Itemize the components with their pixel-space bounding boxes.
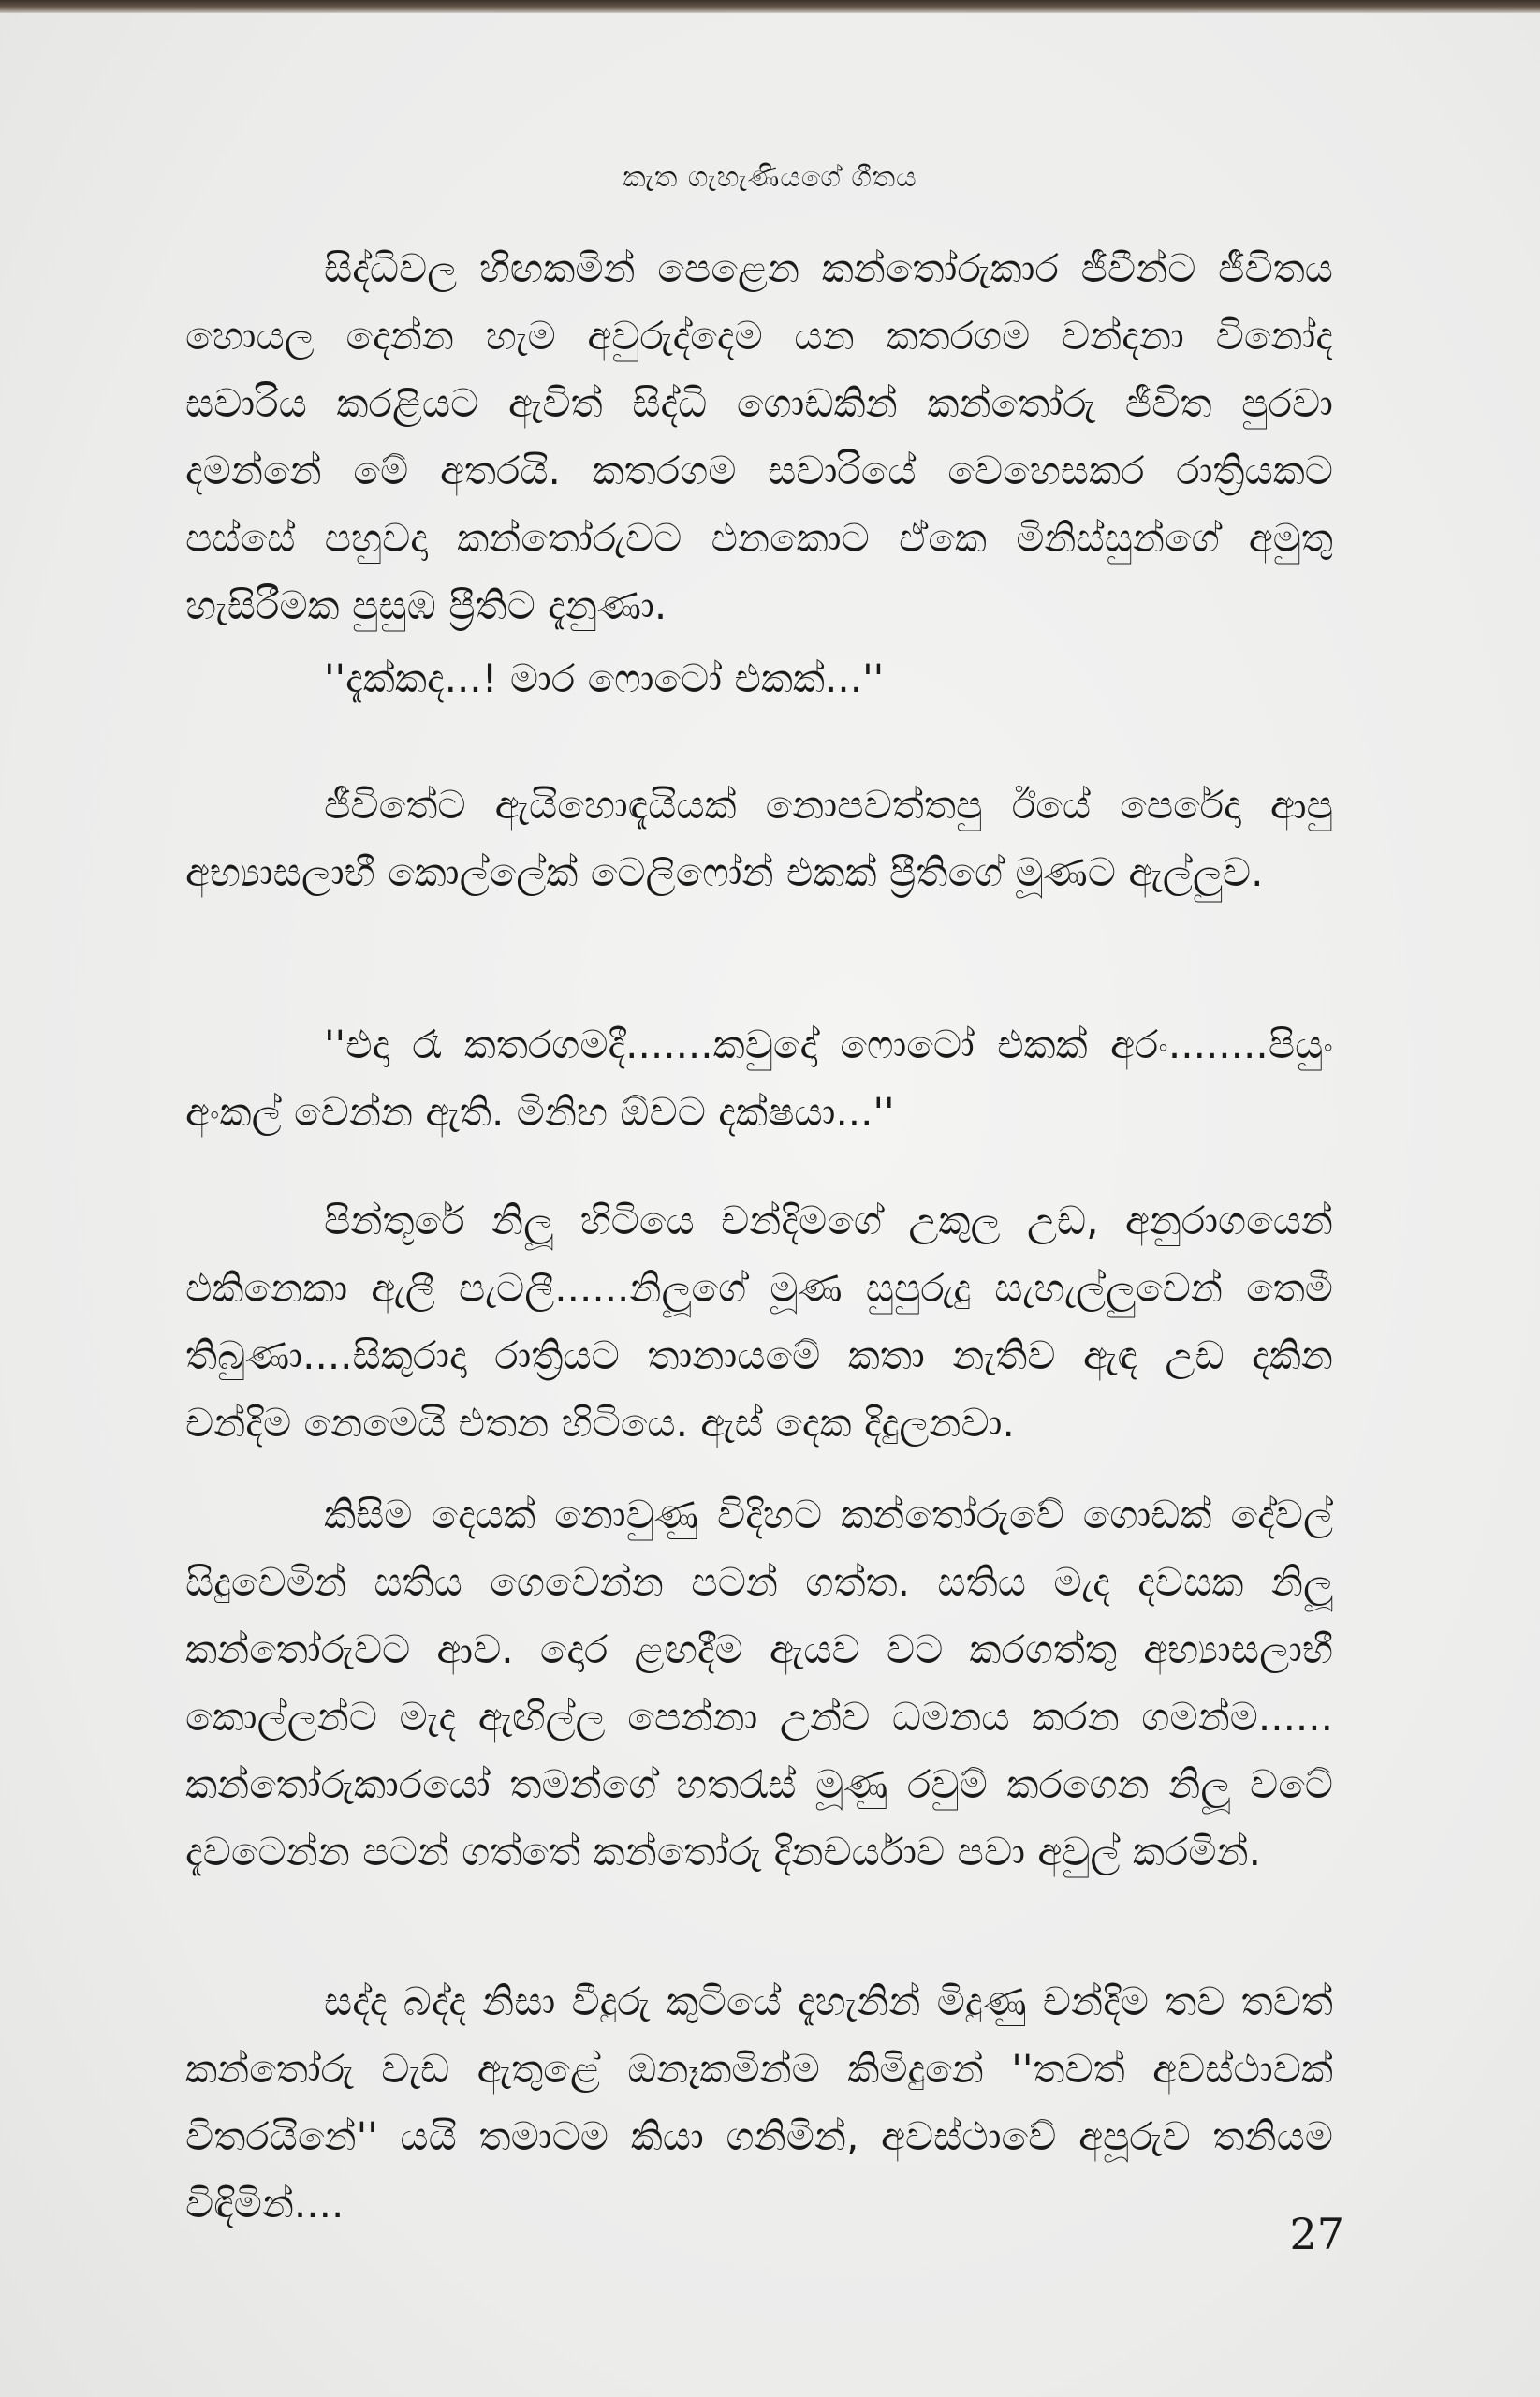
- book-page: [0, 13, 1540, 2397]
- paragraph-2-block: [185, 645, 1333, 713]
- book-spine-edge: [0, 0, 1540, 13]
- paragraph-4-block: [185, 1011, 1333, 1146]
- paragraph-6-block: [185, 1481, 1333, 1886]
- running-header: කැත ගැහැණියගේ ගීතය: [623, 161, 917, 194]
- paragraph-3: ජීවිතේට ඇයිහොඳැයියක් නොපවත්තපු ඊයේ පෙරේදා ආපු අභ්‍යාසලාභී කොල්ලේක් ටෙලිෆෝන් එකක් ප්‍රීතිගේ මූණට ඇල්ලුව.: [185, 782, 1333, 895]
- paragraph-7: සද්ද බද්ද නිසා වීදුරු කුටියේ දැහැනින් මිදුණු චන්දිම තව තවත් කන්තෝරු වැඩ ඇතුළේ ඔනෑකමින්ම කිමිදුනේ ''තවත් අවස්ථාවක් විතරයිනේ'' යයි තමාටම කියා ගනිමින්, අවස්ථාවේ අපූරුව තනියම විඳිමින්....: [185, 1978, 1333, 2227]
- paragraph-1-block: [185, 235, 1333, 640]
- paragraph-2: ''දැක්කද...! මාර ෆොටෝ එකක්...'': [324, 655, 885, 701]
- paragraph-5-block: [185, 1187, 1333, 1457]
- page-number: 27: [1289, 2209, 1344, 2259]
- paragraph-4: ''එදා රෑ කතරගමදී.......කවුදෝ ෆොටෝ එකක් අරං........පියුං අංකල් වෙන්න ඇති. මිනිහ ඕවට දක්ෂයා...'': [185, 1022, 1333, 1135]
- paragraph-5: පින්තූරේ නිලූ හිටියෙ චන්දිමගේ උකුල උඩ, අනුරාගයෙන් එකිනෙකා ඇලී පැටලී......නිලූගේ මූණ සුපුරුදු සැහැල්ලුවෙන් තෙමී තිබුණා....සිකුරාදා රාත්‍රියට තානායමේ කතා නැතිව ඇඳ උඩ දකින චන්දිම නෙමෙයි එතන හිටියෙ. ඇස් දෙක දිදුලනවා.: [185, 1198, 1333, 1446]
- paragraph-7-block: [185, 1968, 1333, 2238]
- paragraph-6: කිසිම දෙයක් නොවුණු විදිහට කන්තෝරුවේ ගොඩක් දේවල් සිදුවෙමින් සතිය ගෙවෙන්න පටන් ගත්ත. සතිය මැද දවසක නිලූ කන්තෝරුවට ආව. දොර ළඟදීම ඇයව වට කරගත්තු අභ්‍යාසලාභී කොල්ලන්ට මැද ඇඟිල්ල පෙන්නා උන්ව ධමනය කරන ගමන්ම...... කන්තෝරුකාරයෝ තමන්ගේ හතරැස් මූණු රවුම් කරගෙන නිලූ වටේ දැවටෙන්න පටන් ගත්තේ කන්තෝරු දිනචර්යාව පවා අවුල් කරමින්.: [185, 1492, 1333, 1875]
- paragraph-3-block: [185, 772, 1333, 906]
- paragraph-1: සිද්ධිවල හිඟකමින් පෙළෙන කන්තෝරුකාර ජීවීන්ට ජීවිතය හොයල දෙන්න හැම අවුරුද්දෙම යන කතරගම වන්දනා විනෝද සවාරිය කරළියට ඇවිත් සිද්ධි ගොඩකින් කන්තෝරු ජීවිත පුරවා දමන්නේ මේ අතරයි. කතරගම සවාරියේ වෙහෙසකර රාත්‍රියකට පස්සේ පහුවදා කන්තෝරුවට එනකොට ඒකෙ මිනිස්සුන්ගේ අමුතු හැසිරීමක පුසුඹ ප්‍රීතිට දැනුණා.: [185, 245, 1333, 628]
